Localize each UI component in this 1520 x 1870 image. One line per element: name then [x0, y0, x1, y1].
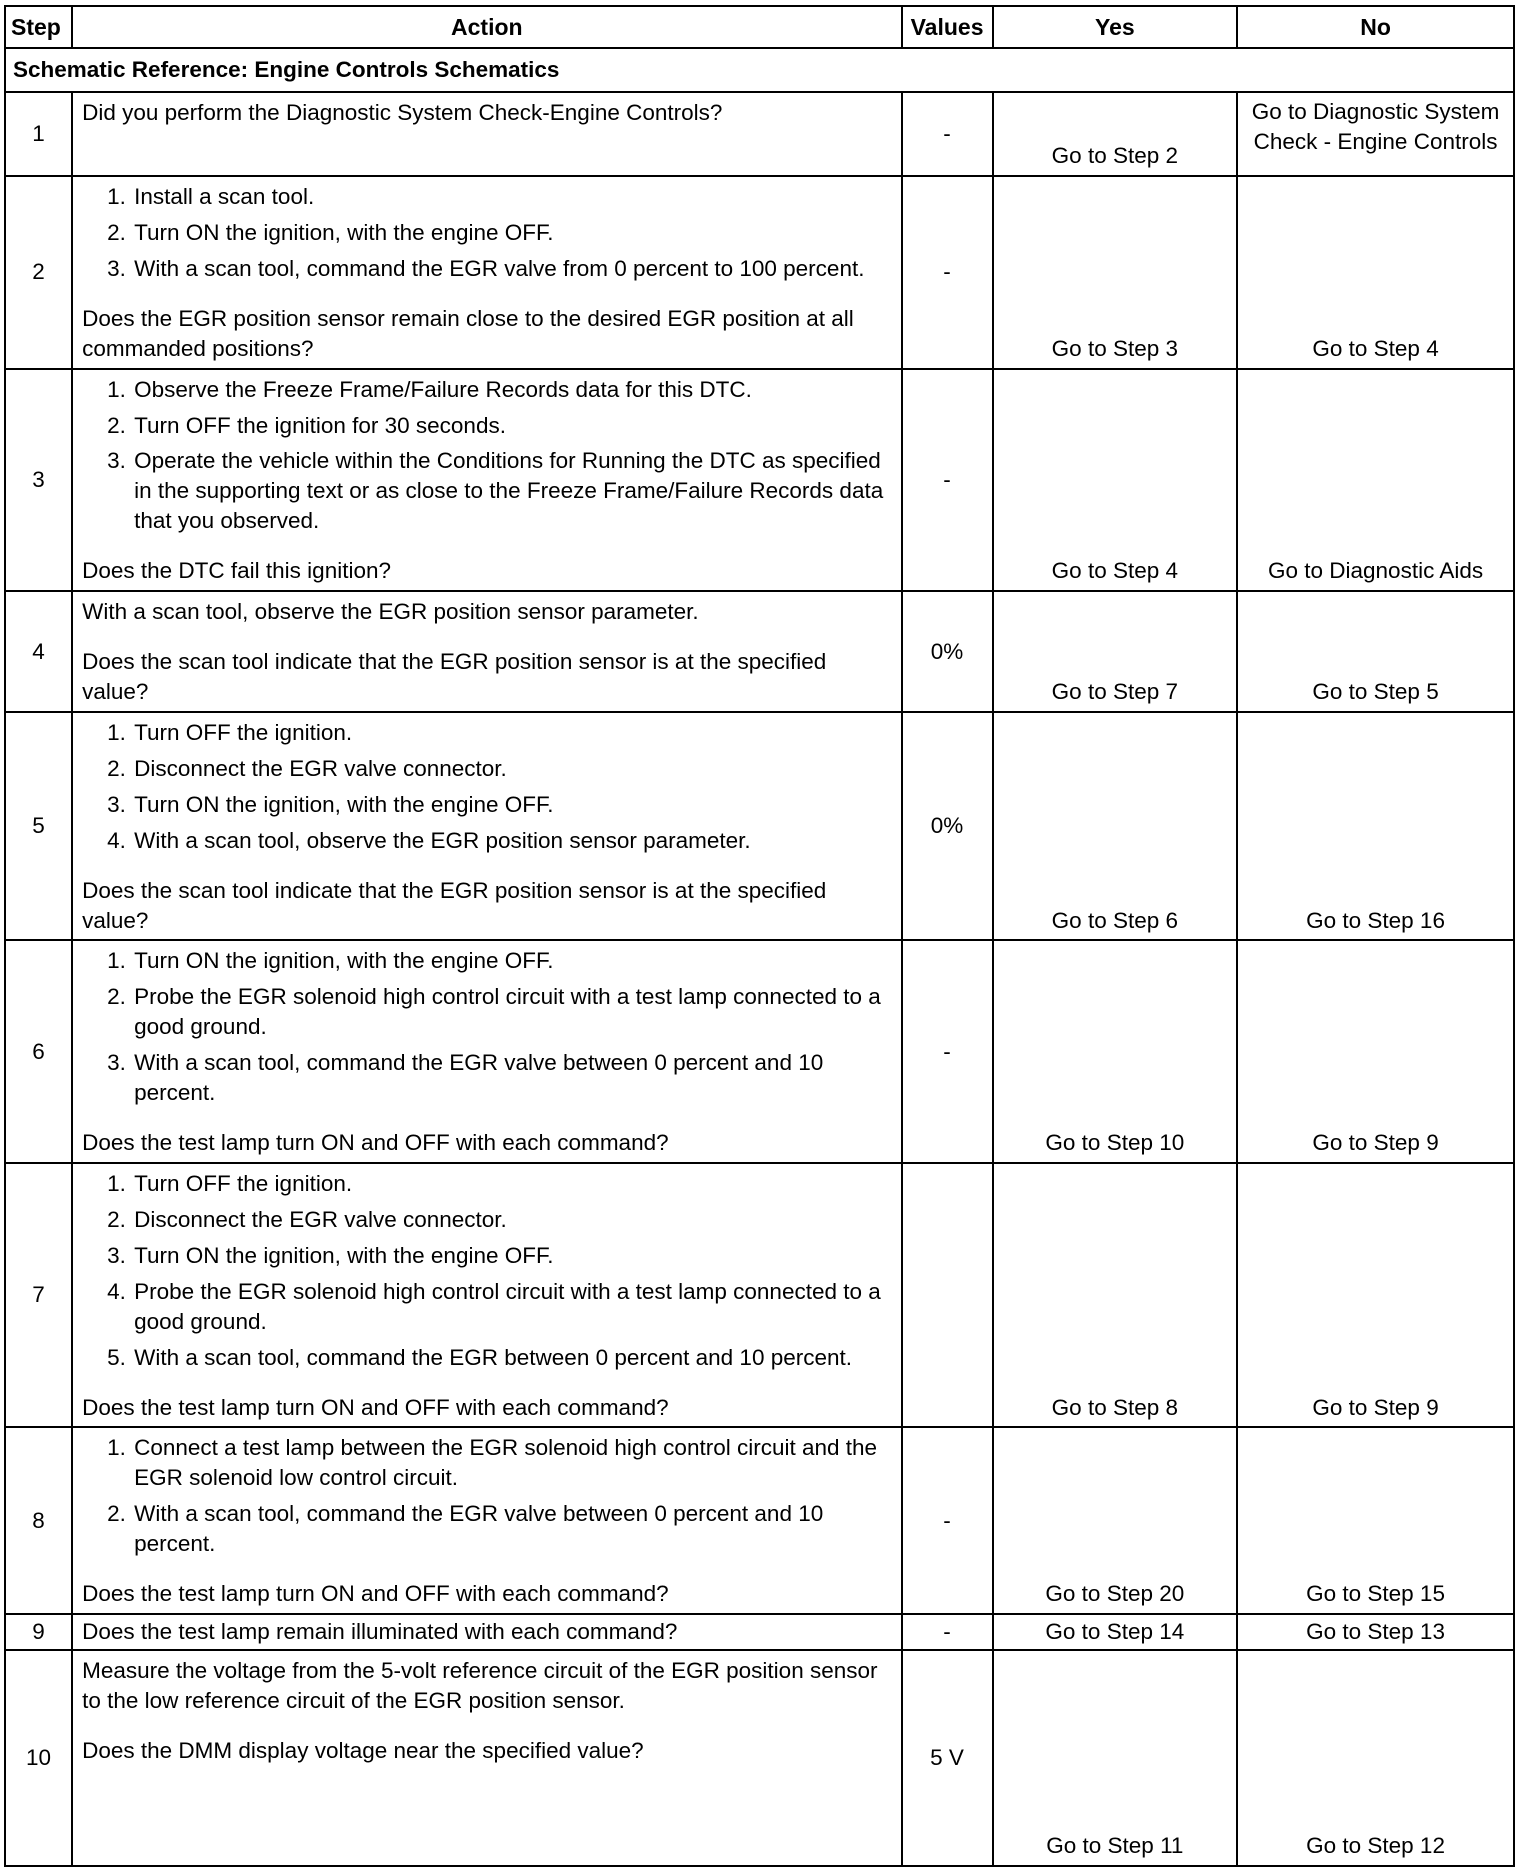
action-step: 2. Turn OFF the ignition for 30 seconds.	[132, 411, 894, 441]
action-step: 1. Turn OFF the ignition.	[132, 718, 894, 748]
value-cell: -	[902, 92, 993, 176]
action-text: Did you perform the Diagnostic System Check-Engine Controls?	[82, 100, 723, 125]
action-steps	[82, 375, 894, 537]
action-cell	[72, 712, 901, 941]
action-step: 3. Turn ON the ignition, with the engine OFF.	[132, 1241, 894, 1271]
header-yes: Yes	[993, 6, 1238, 48]
action-step: 3. With a scan tool, command the EGR valve between 0 percent and 10 percent.	[132, 1048, 894, 1108]
yes-cell: Go to Step 6	[993, 712, 1238, 941]
value-cell: -	[902, 1614, 993, 1650]
action-cell	[72, 1650, 901, 1866]
header-row	[5, 6, 1514, 48]
no-cell: Go to Step 15	[1237, 1427, 1514, 1614]
step-number: 8	[5, 1427, 72, 1614]
yes-cell: Go to Step 11	[993, 1650, 1238, 1866]
header-values: Values	[902, 6, 993, 48]
action-text: With a scan tool, observe the EGR position sensor parameter.	[82, 599, 699, 625]
step-number: 4	[5, 591, 72, 712]
action-text: Measure the voltage from the 5-volt reference circuit of the EGR position sensor to the low reference circuit of the EGR position sensor.	[82, 1657, 878, 1713]
action-step: 3. Operate the vehicle within the Conditions for Running the DTC as specified in the supporting text or as close to the Freeze Frame/Failure Records data that you observed.	[132, 446, 894, 536]
action-steps	[82, 1169, 894, 1373]
value-cell: -	[902, 1427, 993, 1614]
action-step: 4. With a scan tool, observe the EGR position sensor parameter.	[132, 826, 894, 856]
step-number: 3	[5, 369, 72, 592]
header-action: Action	[72, 6, 901, 48]
value-cell: -	[902, 369, 993, 592]
action-cell	[72, 1427, 901, 1614]
action-question: Does the test lamp turn ON and OFF with each command?	[82, 1130, 669, 1156]
action-question: Does the DMM display voltage near the specified value?	[82, 1737, 644, 1763]
table-row	[5, 1427, 1514, 1614]
action-cell	[72, 176, 901, 369]
action-step: 2. Probe the EGR solenoid high control circuit with a test lamp connected to a good ground.	[132, 982, 894, 1042]
step-number: 10	[5, 1650, 72, 1866]
yes-cell: Go to Step 3	[993, 176, 1238, 369]
action-step: 1. Install a scan tool.	[132, 182, 894, 212]
table-row	[5, 712, 1514, 941]
value-cell: 0%	[902, 712, 993, 941]
action-step: 1. Turn ON the ignition, with the engine OFF.	[132, 946, 894, 976]
no-cell: Go to Diagnostic System Check - Engine Controls	[1237, 92, 1514, 176]
table-row	[5, 1614, 1514, 1650]
action-cell	[72, 1614, 901, 1650]
action-step: 3. With a scan tool, command the EGR valve from 0 percent to 100 percent.	[132, 254, 894, 284]
yes-cell: Go to Step 20	[993, 1427, 1238, 1614]
table-row	[5, 1163, 1514, 1427]
value-cell: -	[902, 940, 993, 1163]
no-cell: Go to Step 4	[1237, 176, 1514, 369]
action-step: 2. Turn ON the ignition, with the engine OFF.	[132, 218, 894, 248]
table-row	[5, 940, 1514, 1163]
table-row	[5, 591, 1514, 712]
no-cell: Go to Step 16	[1237, 712, 1514, 941]
action-step: 2. Disconnect the EGR valve connector.	[132, 1205, 894, 1235]
action-cell	[72, 92, 901, 176]
action-steps	[82, 718, 894, 856]
diagnostic-table	[4, 5, 1515, 1867]
action-question: Does the scan tool indicate that the EGR position sensor is at the specified value?	[82, 877, 827, 933]
step-number: 9	[5, 1614, 72, 1650]
yes-cell: Go to Step 8	[993, 1163, 1238, 1427]
action-steps	[82, 182, 894, 284]
action-question: Does the scan tool indicate that the EGR position sensor is at the specified value?	[82, 649, 827, 704]
step-number: 7	[5, 1163, 72, 1427]
action-cell	[72, 940, 901, 1163]
action-question: Does the DTC fail this ignition?	[82, 558, 392, 584]
schematic-reference: Schematic Reference: Engine Controls Schematics	[5, 48, 1514, 92]
table-row	[5, 176, 1514, 369]
yes-cell: Go to Step 14	[993, 1614, 1238, 1650]
value-cell: 5 V	[902, 1650, 993, 1866]
header-no: No	[1237, 6, 1514, 48]
action-question: Does the test lamp turn ON and OFF with each command?	[82, 1394, 669, 1420]
step-number: 1	[5, 92, 72, 176]
no-cell: Go to Step 9	[1237, 940, 1514, 1163]
no-cell: Go to Step 13	[1237, 1614, 1514, 1650]
yes-cell: Go to Step 10	[993, 940, 1238, 1163]
no-cell: Go to Diagnostic Aids	[1237, 369, 1514, 592]
action-step: 1. Turn OFF the ignition.	[132, 1169, 894, 1199]
action-cell	[72, 591, 901, 712]
action-step: 5. With a scan tool, command the EGR between 0 percent and 10 percent.	[132, 1343, 894, 1373]
value-cell: 0%	[902, 591, 993, 712]
yes-cell: Go to Step 7	[993, 591, 1238, 712]
action-step: 2. With a scan tool, command the EGR valve between 0 percent and 10 percent.	[132, 1499, 894, 1559]
value-cell	[902, 1163, 993, 1427]
table-row	[5, 1650, 1514, 1866]
action-cell	[72, 1163, 901, 1427]
action-question: Does the test lamp turn ON and OFF with each command?	[82, 1581, 669, 1607]
no-cell: Go to Step 9	[1237, 1163, 1514, 1427]
yes-cell: Go to Step 2	[993, 92, 1238, 176]
no-cell: Go to Step 12	[1237, 1650, 1514, 1866]
value-cell: -	[902, 176, 993, 369]
header-step: Step	[5, 6, 72, 48]
action-question: Does the EGR position sensor remain close to the desired EGR position at all commanded positions?	[82, 305, 854, 361]
schematic-reference-row	[5, 48, 1514, 92]
action-steps	[82, 946, 894, 1108]
step-number: 6	[5, 940, 72, 1163]
table-row	[5, 369, 1514, 592]
action-step: 1. Connect a test lamp between the EGR solenoid high control circuit and the EGR solenoid low control circuit.	[132, 1433, 894, 1493]
action-text: Does the test lamp remain illuminated with each command?	[82, 1619, 678, 1645]
yes-cell: Go to Step 4	[993, 369, 1238, 592]
table-row	[5, 92, 1514, 176]
step-number: 2	[5, 176, 72, 369]
action-step: 3. Turn ON the ignition, with the engine OFF.	[132, 790, 894, 820]
step-number: 5	[5, 712, 72, 941]
action-steps	[82, 1433, 894, 1559]
action-step: 2. Disconnect the EGR valve connector.	[132, 754, 894, 784]
action-cell	[72, 369, 901, 592]
action-step: 1. Observe the Freeze Frame/Failure Records data for this DTC.	[132, 375, 894, 405]
action-step: 4. Probe the EGR solenoid high control circuit with a test lamp connected to a good ground.	[132, 1277, 894, 1337]
no-cell: Go to Step 5	[1237, 591, 1514, 712]
